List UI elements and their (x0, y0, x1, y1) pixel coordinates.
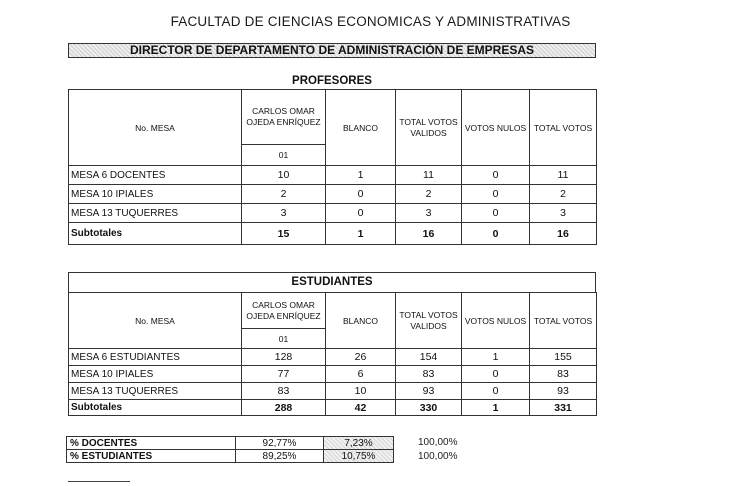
subtotal-blanco: 1 (326, 223, 396, 245)
table-row (69, 204, 597, 223)
subtotal-label: Subtotales (69, 400, 242, 416)
estudiantes-table (68, 292, 597, 416)
candidate-votes: 77 (242, 366, 326, 383)
mesa-label: MESA 13 TUQUERRES (69, 204, 242, 223)
table-row (69, 366, 597, 383)
nulos-votes: 0 (462, 166, 530, 185)
percentage-blanco: 10,75% (324, 450, 394, 463)
table-row (69, 166, 597, 185)
table-row (69, 349, 597, 366)
mesa-label: MESA 6 DOCENTES (69, 166, 242, 185)
candidate-votes: 3 (242, 204, 326, 223)
director-title-box (68, 43, 596, 58)
subtotal-row (69, 223, 597, 245)
signature-line (68, 481, 130, 482)
blanco-votes: 0 (326, 185, 396, 204)
total-votes: 11 (530, 166, 597, 185)
mesa-label: MESA 10 IPIALES (69, 366, 242, 383)
validos-votes: 83 (396, 366, 462, 383)
total-votes: 93 (530, 383, 597, 400)
profesores-table (68, 89, 597, 245)
subtotal-validos: 16 (396, 223, 462, 245)
nulos-votes: 1 (462, 349, 530, 366)
blanco-votes: 10 (326, 383, 396, 400)
percentage-candidate: 92,77% (236, 437, 324, 450)
candidate-votes: 83 (242, 383, 326, 400)
percentage-label: % DOCENTES (67, 437, 236, 450)
percentage-row-docentes (67, 437, 394, 450)
total-votes: 3 (530, 204, 597, 223)
estudiantes-title: ESTUDIANTES (291, 276, 373, 288)
validos-votes: 93 (396, 383, 462, 400)
faculty-title: FACULTAD DE CIENCIAS ECONOMICAS Y ADMINISTRATIVAS (170, 14, 571, 29)
table-row (69, 383, 597, 400)
header-candidate: CARLOS OMAR OJEDA ENRÍQUEZ (242, 90, 326, 145)
blanco-votes: 0 (326, 204, 396, 223)
estudiantes-title-box (68, 272, 596, 292)
header-candidate-number: 01 (242, 145, 326, 166)
nulos-votes: 0 (462, 366, 530, 383)
table-row (69, 185, 597, 204)
percentage-row-estudiantes (67, 450, 394, 463)
validos-votes: 3 (396, 204, 462, 223)
validos-votes: 2 (396, 185, 462, 204)
subtotal-label: Subtotales (69, 223, 242, 245)
mesa-label: MESA 10 IPIALES (69, 185, 242, 204)
mesa-label: MESA 13 TUQUERRES (69, 383, 242, 400)
total-votes: 155 (530, 349, 597, 366)
mesa-label: MESA 6 ESTUDIANTES (69, 349, 242, 366)
header-candidate: CARLOS OMAR OJEDA ENRÍQUEZ (242, 293, 326, 329)
subtotal-validos: 330 (396, 400, 462, 416)
blanco-votes: 6 (326, 366, 396, 383)
percentage-label: % ESTUDIANTES (67, 450, 236, 463)
header-nulos: VOTOS NULOS (462, 90, 530, 166)
header-mesa: No. MESA (69, 293, 242, 349)
blanco-votes: 1 (326, 166, 396, 185)
candidate-votes: 10 (242, 166, 326, 185)
header-nulos: VOTOS NULOS (462, 293, 530, 349)
header-total: TOTAL VOTOS (530, 293, 597, 349)
nulos-votes: 0 (462, 204, 530, 223)
subtotal-nulos: 1 (462, 400, 530, 416)
header-validos: TOTAL VOTOS VALIDOS (396, 293, 462, 349)
blanco-votes: 26 (326, 349, 396, 366)
subtotal-total: 331 (530, 400, 597, 416)
subtotal-candidate: 15 (242, 223, 326, 245)
nulos-votes: 0 (462, 185, 530, 204)
subtotal-nulos: 0 (462, 223, 530, 245)
header-blanco: BLANCO (326, 90, 396, 166)
total-votes: 2 (530, 185, 597, 204)
percentage-total-estudiantes: 100,00% (418, 451, 458, 462)
validos-votes: 11 (396, 166, 462, 185)
nulos-votes: 0 (462, 383, 530, 400)
subtotal-candidate: 288 (242, 400, 326, 416)
director-title: DIRECTOR DE DEPARTAMENTO DE ADMINISTRACIÓN DE EMPRESAS (129, 43, 535, 57)
candidate-votes: 2 (242, 185, 326, 204)
subtotal-blanco: 42 (326, 400, 396, 416)
validos-votes: 154 (396, 349, 462, 366)
candidate-votes: 128 (242, 349, 326, 366)
profesores-title: PROFESORES (292, 75, 372, 87)
header-validos: TOTAL VOTOS VALIDOS (396, 90, 462, 166)
percentage-blanco: 7,23% (324, 437, 394, 450)
header-total: TOTAL VOTOS (530, 90, 597, 166)
total-votes: 83 (530, 366, 597, 383)
percentages-table (66, 436, 394, 463)
header-mesa: No. MESA (69, 90, 242, 166)
percentage-candidate: 89,25% (236, 450, 324, 463)
subtotal-row (69, 400, 597, 416)
subtotal-total: 16 (530, 223, 597, 245)
header-blanco: BLANCO (326, 293, 396, 349)
header-candidate-number: 01 (242, 329, 326, 349)
percentage-total-docentes: 100,00% (418, 437, 458, 448)
